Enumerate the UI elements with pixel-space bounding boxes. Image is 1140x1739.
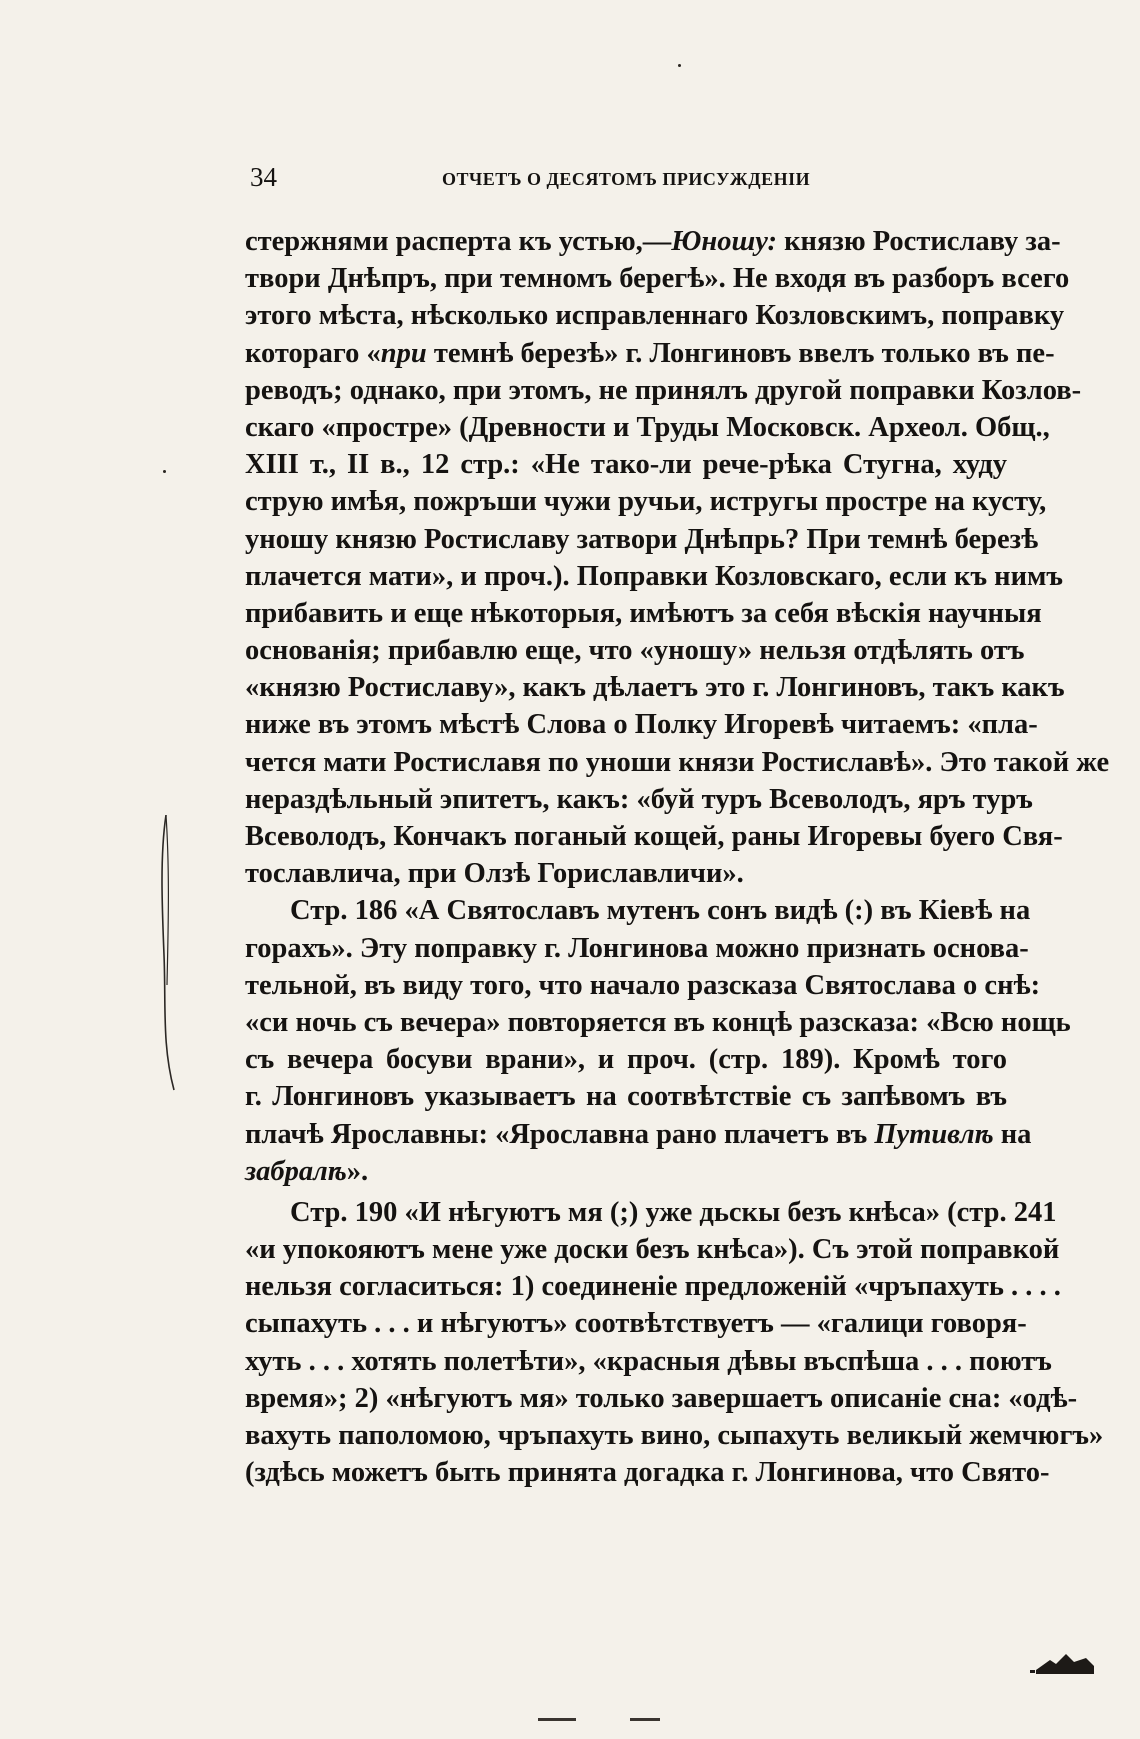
scan-smudge bbox=[538, 1718, 576, 1721]
page-header bbox=[250, 162, 1010, 202]
text-line: XIII т., II в., 12 стр.: «Не тако-ли рече-рѣка Стугна, худу bbox=[245, 449, 1007, 481]
text-line: съ вечера босуви врани», и проч. (стр. 189). Кромѣ того bbox=[245, 1044, 1007, 1076]
margin-bracket-mark bbox=[158, 815, 188, 1095]
text-line: (здѣсь можетъ быть принята догадка г. Лонгинова, что Свято- bbox=[245, 1457, 1050, 1489]
text-line: Стр. 186 «А Святославъ мутенъ сонъ видѣ (:) въ Кіевѣ на bbox=[290, 895, 1031, 927]
text-line: нераздѣльный эпитетъ, какъ: «буй туръ Всеволодъ, яръ туръ bbox=[245, 783, 1033, 815]
text-line: Стр. 190 «И нѣгуютъ мя (;) уже дьскы безъ кнѣса» (стр. 241 bbox=[290, 1196, 1057, 1228]
text-line: ниже въ этомъ мѣстѣ Слова о Полку Игоревѣ читаемъ: «пла- bbox=[245, 709, 1038, 741]
text-line: «князю Ростиславу», какъ дѣлаетъ это г. Лонгиновъ, такъ какъ bbox=[245, 672, 1065, 704]
text-line: стержнями расперта къ устью,—Юношу: князю Ростиславу за- bbox=[245, 226, 1061, 257]
text-line: этого мѣста, нѣсколько исправленнаго Козловскимъ, поправку bbox=[245, 300, 1065, 332]
text-line: уношу князю Ростиславу затвори Днѣпрь? При темнѣ березѣ bbox=[245, 523, 1039, 555]
text-line: плачется мати», и проч.). Поправки Козловскаго, если къ нимъ bbox=[245, 560, 1064, 592]
text-line: основанія; прибавлю еще, что «уношу» нельзя отдѣлять отъ bbox=[245, 635, 1025, 667]
text-line: струю имѣя, пожръши чужи ручьи, истругы простре на кусту, bbox=[245, 486, 1047, 518]
page-number: 34 bbox=[250, 162, 277, 192]
stamp-fragment bbox=[1030, 1640, 1100, 1680]
running-title: ОТЧЕТЪ О ДЕСЯТОМЪ ПРИСУЖДЕНІИ bbox=[442, 169, 811, 189]
text-line: Всеволодъ, Кончакъ поганый кощей, раны Игоревы буего Свя- bbox=[245, 821, 1063, 852]
ink-speck bbox=[678, 64, 681, 67]
ink-speck bbox=[163, 470, 166, 473]
text-line: скаго «простре» (Древности и Труды Московск. Археол. Общ., bbox=[245, 411, 1050, 443]
text-line: вахуть паполомою, чръпахуть вино, сыпахуть великый жемчюгъ» bbox=[245, 1420, 1104, 1451]
text-line: твори Днѣпръ, при темномъ берегѣ». Не входя въ разборъ всего bbox=[245, 263, 1070, 295]
text-line: время»; 2) «нѣгуютъ мя» только завершаетъ описаніе сна: «одѣ- bbox=[245, 1382, 1078, 1414]
text-line: «и упокояютъ мене уже доски безъ кнѣса»). Съ этой поправкой bbox=[245, 1234, 1060, 1266]
text-line: сыпахуть . . . и нѣгуютъ» соотвѣтствуетъ — «галици говоря- bbox=[245, 1308, 1027, 1340]
text-line: горахъ». Эту поправку г. Лонгинова можно признать основа- bbox=[245, 932, 1029, 964]
text-line: реводъ; однако, при этомъ, не принялъ другой поправки Козлов- bbox=[245, 374, 1082, 406]
scan-smudge bbox=[630, 1718, 660, 1721]
text-line: хуть . . . хотять полетѣти», «красныя дѣвы въспѣша . . . поютъ bbox=[245, 1345, 1052, 1377]
text-line: чется мати Ростиславя по уноши князи Ростиславѣ». Это такой же bbox=[245, 746, 1110, 778]
body-text bbox=[245, 223, 1110, 1491]
text-line: прибавить и еще нѣкоторыя, имѣютъ за себя вѣскія научныя bbox=[245, 597, 1042, 629]
text-line: забралѣ». bbox=[245, 1155, 369, 1187]
text-line: плачѣ Ярославны: «Ярославна рано плачетъ въ Путивлѣ на bbox=[245, 1118, 1032, 1150]
text-line: котораго «при темнѣ березѣ» г. Лонгиновъ ввелъ только въ пе- bbox=[245, 337, 1055, 369]
text-line: тельной, въ виду того, что начало разсказа Святослава о снѣ: bbox=[245, 969, 1041, 1001]
text-line: г. Лонгиновъ указываетъ на соотвѣтствіе съ запѣвомъ въ bbox=[245, 1081, 1007, 1113]
text-line: «си ночь съ вечера» повторяется въ концѣ разсказа: «Всю нощь bbox=[245, 1006, 1071, 1038]
text-line: нельзя согласиться: 1) соединеніе предложеній «чръпахуть . . . . bbox=[245, 1271, 1061, 1303]
text-line: тославлича, при Олзѣ Гориславличи». bbox=[245, 858, 744, 890]
